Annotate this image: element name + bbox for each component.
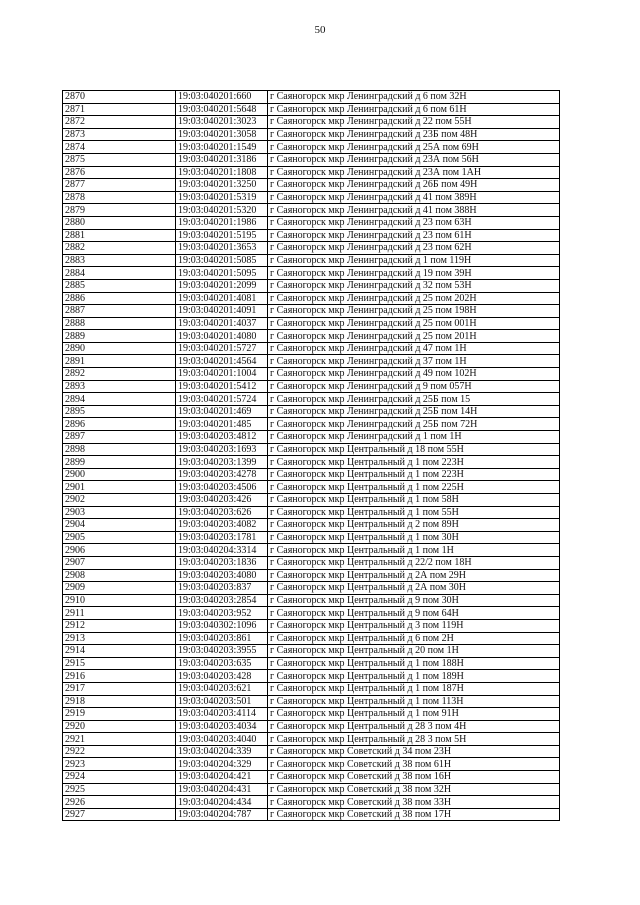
table-row [63,556,560,569]
cadastral-number-cell: 19:03:040201:3653 [176,242,268,255]
table-row [63,317,560,330]
table-row [63,279,560,292]
row-number-cell: 2906 [63,544,176,557]
row-number-cell: 2925 [63,783,176,796]
address-cell: г Саяногорск мкр Центральный д 1 пом 225Н [268,481,560,494]
table-row [63,670,560,683]
cadastral-number-cell: 19:03:040203:2854 [176,594,268,607]
table-row [63,720,560,733]
address-cell: г Саяногорск мкр Советский д 38 пом 16Н [268,771,560,784]
address-cell: г Саяногорск мкр Ленинградский д 23 пом 63Н [268,216,560,229]
address-cell: г Саяногорск мкр Центральный д 28 3 пом 5Н [268,733,560,746]
row-number-cell: 2890 [63,342,176,355]
address-cell: г Саяногорск мкр Ленинградский д 26Б пом 49Н [268,179,560,192]
table-row [63,771,560,784]
address-cell: г Саяногорск мкр Советский д 34 пом 23Н [268,745,560,758]
address-cell: г Саяногорск мкр Центральный д 1 пом 58Н [268,494,560,507]
table-row [63,292,560,305]
address-cell: г Саяногорск мкр Советский д 38 пом 32Н [268,783,560,796]
row-number-cell: 2897 [63,431,176,444]
address-cell: г Саяногорск мкр Ленинградский д 25А пом 69Н [268,141,560,154]
address-cell: г Саяногорск мкр Ленинградский д 9 пом 057Н [268,380,560,393]
row-number-cell: 2899 [63,456,176,469]
table-row [63,443,560,456]
cadastral-number-cell: 19:03:040203:1836 [176,556,268,569]
cadastral-number-cell: 19:03:040201:4037 [176,317,268,330]
cadastral-number-cell: 19:03:040201:4081 [176,292,268,305]
row-number-cell: 2901 [63,481,176,494]
cadastral-number-cell: 19:03:040201:5727 [176,342,268,355]
address-cell: г Саяногорск мкр Ленинградский д 22 пом 55Н [268,116,560,129]
address-cell: г Саяногорск мкр Центральный д 1 пом 55Н [268,506,560,519]
table-row [63,494,560,507]
table-row [63,632,560,645]
cadastral-number-cell: 19:03:040204:787 [176,808,268,821]
address-cell: г Саяногорск мкр Центральный д 1 пом 188Н [268,657,560,670]
table-row [63,242,560,255]
table-row [63,380,560,393]
row-number-cell: 2883 [63,254,176,267]
address-cell: г Саяногорск мкр Ленинградский д 23А пом 56Н [268,153,560,166]
table-row [63,267,560,280]
address-cell: г Саяногорск мкр Центральный д 2А пом 29Н [268,569,560,582]
address-cell: г Саяногорск мкр Центральный д 1 пом 187Н [268,682,560,695]
table-row [63,103,560,116]
table-row [63,91,560,104]
address-cell: г Саяногорск мкр Ленинградский д 25 пом 201Н [268,330,560,343]
row-number-cell: 2921 [63,733,176,746]
address-cell: г Саяногорск мкр Ленинградский д 25 пом 202Н [268,292,560,305]
row-number-cell: 2910 [63,594,176,607]
cadastral-number-cell: 19:03:040201:5724 [176,393,268,406]
table-row [63,393,560,406]
row-number-cell: 2907 [63,556,176,569]
cadastral-number-cell: 19:03:040201:5085 [176,254,268,267]
cadastral-number-cell: 19:03:040203:428 [176,670,268,683]
table-row [63,405,560,418]
cadastral-number-cell: 19:03:040203:861 [176,632,268,645]
cadastral-number-cell: 19:03:040203:426 [176,494,268,507]
table-row [63,657,560,670]
row-number-cell: 2905 [63,531,176,544]
row-number-cell: 2912 [63,619,176,632]
row-number-cell: 2924 [63,771,176,784]
address-cell: г Саяногорск мкр Ленинградский д 41 пом 388Н [268,204,560,217]
table-row [63,544,560,557]
address-cell: г Саяногорск мкр Центральный д 1 пом 223Н [268,456,560,469]
address-cell: г Саяногорск мкр Ленинградский д 19 пом 39Н [268,267,560,280]
address-cell: г Саяногорск мкр Ленинградский д 23А пом 1АН [268,166,560,179]
cadastral-number-cell: 19:03:040203:4080 [176,569,268,582]
row-number-cell: 2870 [63,91,176,104]
table-row [63,796,560,809]
table-row [63,708,560,721]
page-number: 50 [314,24,326,36]
cadastral-number-cell: 19:03:040203:1693 [176,443,268,456]
address-cell: г Саяногорск мкр Советский д 38 пом 61Н [268,758,560,771]
row-number-cell: 2879 [63,204,176,217]
table-row [63,141,560,154]
cadastral-number-cell: 19:03:040201:485 [176,418,268,431]
row-number-cell: 2919 [63,708,176,721]
row-number-cell: 2892 [63,368,176,381]
row-number-cell: 2913 [63,632,176,645]
cadastral-number-cell: 19:03:040203:4034 [176,720,268,733]
row-number-cell: 2889 [63,330,176,343]
cadastral-number-cell: 19:03:040203:4040 [176,733,268,746]
row-number-cell: 2911 [63,607,176,620]
table-row [63,368,560,381]
cadastral-number-cell: 19:03:040204:431 [176,783,268,796]
address-cell: г Саяногорск мкр Центральный д 6 пом 2Н [268,632,560,645]
address-cell: г Саяногорск мкр Ленинградский д 32 пом 53Н [268,279,560,292]
table-row [63,582,560,595]
address-cell: г Саяногорск мкр Центральный д 3 пом 119Н [268,619,560,632]
row-number-cell: 2876 [63,166,176,179]
cadastral-number-cell: 19:03:040203:4082 [176,519,268,532]
table-row [63,153,560,166]
table-row [63,305,560,318]
cadastral-number-cell: 19:03:040203:1399 [176,456,268,469]
table-row [63,619,560,632]
address-cell: г Саяногорск мкр Центральный д 18 пом 55Н [268,443,560,456]
cadastral-number-cell: 19:03:040203:635 [176,657,268,670]
cadastral-number-cell: 19:03:040201:4091 [176,305,268,318]
table-row [63,758,560,771]
address-cell: г Саяногорск мкр Центральный д 1 пом 30Н [268,531,560,544]
table-row [63,355,560,368]
cadastral-number-cell: 19:03:040201:5648 [176,103,268,116]
row-number-cell: 2884 [63,267,176,280]
table-row [63,695,560,708]
row-number-cell: 2885 [63,279,176,292]
cadastral-number-cell: 19:03:040201:1004 [176,368,268,381]
table-row [63,116,560,129]
address-cell: г Саяногорск мкр Ленинградский д 1 пом 1Н [268,431,560,444]
table-row [63,808,560,821]
address-cell: г Саяногорск мкр Центральный д 20 пом 1Н [268,645,560,658]
cadastral-number-cell: 19:03:040201:3250 [176,179,268,192]
address-cell: г Саяногорск мкр Ленинградский д 23Б пом 48Н [268,128,560,141]
address-cell: г Саяногорск мкр Ленинградский д 1 пом 119Н [268,254,560,267]
table-row [63,519,560,532]
cadastral-number-cell: 19:03:040201:3186 [176,153,268,166]
cadastral-number-cell: 19:03:040203:1781 [176,531,268,544]
table-row [63,191,560,204]
cadastral-number-cell: 19:03:040203:3955 [176,645,268,658]
row-number-cell: 2908 [63,569,176,582]
cadastral-number-cell: 19:03:040204:3314 [176,544,268,557]
table-row [63,607,560,620]
row-number-cell: 2916 [63,670,176,683]
address-cell: г Саяногорск мкр Ленинградский д 25Б пом 14Н [268,405,560,418]
table-row [63,342,560,355]
address-cell: г Саяногорск мкр Ленинградский д 49 пом 102Н [268,368,560,381]
cadastral-number-cell: 19:03:040203:4278 [176,468,268,481]
row-number-cell: 2896 [63,418,176,431]
row-number-cell: 2877 [63,179,176,192]
cadastral-number-cell: 19:03:040203:4506 [176,481,268,494]
cadastral-number-cell: 19:03:040201:1986 [176,216,268,229]
cadastral-number-cell: 19:03:040203:621 [176,682,268,695]
row-number-cell: 2909 [63,582,176,595]
address-cell: г Саяногорск мкр Ленинградский д 23 пом 61Н [268,229,560,242]
cadastral-number-cell: 19:03:040201:5095 [176,267,268,280]
cadastral-number-cell: 19:03:040203:501 [176,695,268,708]
address-cell: г Саяногорск мкр Ленинградский д 41 пом 389Н [268,191,560,204]
row-number-cell: 2927 [63,808,176,821]
cadastral-number-cell: 19:03:040201:2099 [176,279,268,292]
table-row [63,254,560,267]
row-number-cell: 2891 [63,355,176,368]
address-cell: г Саяногорск мкр Центральный д 9 пом 30Н [268,594,560,607]
table-row [63,216,560,229]
row-number-cell: 2886 [63,292,176,305]
row-number-cell: 2923 [63,758,176,771]
address-cell: г Саяногорск мкр Ленинградский д 37 пом 1Н [268,355,560,368]
registry-table [62,90,560,821]
table-row [63,682,560,695]
cadastral-number-cell: 19:03:040201:1808 [176,166,268,179]
cadastral-number-cell: 19:03:040201:5320 [176,204,268,217]
address-cell: г Саяногорск мкр Ленинградский д 25Б пом 72Н [268,418,560,431]
address-cell: г Саяногорск мкр Ленинградский д 47 пом 1Н [268,342,560,355]
cadastral-number-cell: 19:03:040204:329 [176,758,268,771]
row-number-cell: 2918 [63,695,176,708]
address-cell: г Саяногорск мкр Центральный д 2А пом 30Н [268,582,560,595]
cadastral-number-cell: 19:03:040204:421 [176,771,268,784]
row-number-cell: 2914 [63,645,176,658]
cadastral-number-cell: 19:03:040204:339 [176,745,268,758]
address-cell: г Саяногорск мкр Ленинградский д 6 пом 61Н [268,103,560,116]
row-number-cell: 2875 [63,153,176,166]
cadastral-number-cell: 19:03:040203:4114 [176,708,268,721]
table-row [63,166,560,179]
table-row [63,330,560,343]
table-row [63,418,560,431]
row-number-cell: 2894 [63,393,176,406]
table-row [63,733,560,746]
row-number-cell: 2900 [63,468,176,481]
table-row [63,506,560,519]
row-number-cell: 2898 [63,443,176,456]
row-number-cell: 2920 [63,720,176,733]
row-number-cell: 2881 [63,229,176,242]
row-number-cell: 2874 [63,141,176,154]
address-cell: г Саяногорск мкр Советский д 38 пом 17Н [268,808,560,821]
table-row [63,783,560,796]
row-number-cell: 2904 [63,519,176,532]
row-number-cell: 2872 [63,116,176,129]
table-row [63,456,560,469]
cadastral-number-cell: 19:03:040203:837 [176,582,268,595]
row-number-cell: 2878 [63,191,176,204]
cadastral-number-cell: 19:03:040203:4812 [176,431,268,444]
cadastral-number-cell: 19:03:040203:626 [176,506,268,519]
cadastral-number-cell: 19:03:040201:4564 [176,355,268,368]
address-cell: г Саяногорск мкр Советский д 38 пом 33Н [268,796,560,809]
address-cell: г Саяногорск мкр Центральный д 1 пом 1Н [268,544,560,557]
registry-table-body [63,91,560,821]
table-row [63,531,560,544]
row-number-cell: 2903 [63,506,176,519]
table-row [63,745,560,758]
table-row [63,645,560,658]
address-cell: г Саяногорск мкр Центральный д 9 пом 64Н [268,607,560,620]
table-row [63,179,560,192]
row-number-cell: 2926 [63,796,176,809]
address-cell: г Саяногорск мкр Центральный д 1 пом 223Н [268,468,560,481]
cadastral-number-cell: 19:03:040203:952 [176,607,268,620]
address-cell: г Саяногорск мкр Центральный д 2 пом 89Н [268,519,560,532]
cadastral-number-cell: 19:03:040201:660 [176,91,268,104]
row-number-cell: 2902 [63,494,176,507]
table-row [63,468,560,481]
address-cell: г Саяногорск мкр Ленинградский д 25Б пом 15 [268,393,560,406]
address-cell: г Саяногорск мкр Центральный д 28 3 пом 4Н [268,720,560,733]
table-row [63,204,560,217]
table-row [63,431,560,444]
address-cell: г Саяногорск мкр Ленинградский д 6 пом 32Н [268,91,560,104]
table-row [63,481,560,494]
row-number-cell: 2880 [63,216,176,229]
row-number-cell: 2887 [63,305,176,318]
address-cell: г Саяногорск мкр Центральный д 1 пом 91Н [268,708,560,721]
row-number-cell: 2917 [63,682,176,695]
table-row [63,128,560,141]
table-row [63,229,560,242]
row-number-cell: 2893 [63,380,176,393]
row-number-cell: 2871 [63,103,176,116]
cadastral-number-cell: 19:03:040201:4080 [176,330,268,343]
row-number-cell: 2922 [63,745,176,758]
address-cell: г Саяногорск мкр Центральный д 22/2 пом 18Н [268,556,560,569]
row-number-cell: 2873 [63,128,176,141]
cadastral-number-cell: 19:03:040201:469 [176,405,268,418]
cadastral-number-cell: 19:03:040204:434 [176,796,268,809]
row-number-cell: 2915 [63,657,176,670]
table-row [63,594,560,607]
row-number-cell: 2895 [63,405,176,418]
cadastral-number-cell: 19:03:040201:1549 [176,141,268,154]
cadastral-number-cell: 19:03:040201:5195 [176,229,268,242]
cadastral-number-cell: 19:03:040201:5319 [176,191,268,204]
address-cell: г Саяногорск мкр Ленинградский д 25 пом 001Н [268,317,560,330]
cadastral-number-cell: 19:03:040302:1096 [176,619,268,632]
cadastral-number-cell: 19:03:040201:5412 [176,380,268,393]
address-cell: г Саяногорск мкр Центральный д 1 пом 189Н [268,670,560,683]
address-cell: г Саяногорск мкр Центральный д 1 пом 113Н [268,695,560,708]
row-number-cell: 2888 [63,317,176,330]
address-cell: г Саяногорск мкр Ленинградский д 25 пом 198Н [268,305,560,318]
address-cell: г Саяногорск мкр Ленинградский д 23 пом 62Н [268,242,560,255]
cadastral-number-cell: 19:03:040201:3023 [176,116,268,129]
cadastral-number-cell: 19:03:040201:3058 [176,128,268,141]
table-row [63,569,560,582]
row-number-cell: 2882 [63,242,176,255]
